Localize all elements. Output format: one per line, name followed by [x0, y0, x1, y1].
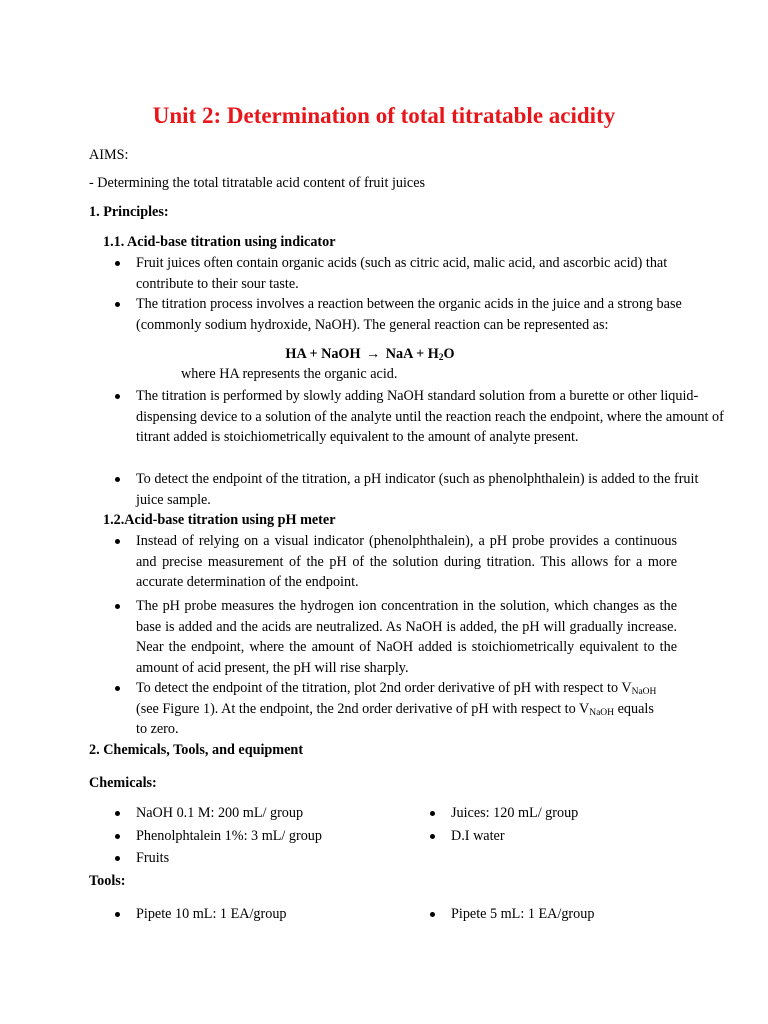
reaction-equation	[0, 344, 740, 365]
subsection-heading-indicator: 1.1. Acid-base titration using indicator	[103, 234, 336, 250]
aims-heading: AIMS:	[89, 147, 129, 163]
bullet-icon	[115, 604, 120, 609]
bullet-icon	[115, 912, 120, 917]
equation-note: where HA represents the organic acid.	[181, 366, 398, 382]
document-title: Unit 2: Determination of total titratable acidity	[152, 103, 616, 128]
tool-item: Pipete 10 mL: 1 EA/group	[136, 906, 287, 922]
arrow-right-icon: →	[366, 346, 381, 362]
bullet-text: The titration process involves a reaction between the organic acids in the juice and a strong base (commonly sodium hydroxide, NaOH). The general reaction can be represented as:	[136, 296, 682, 333]
bullet-text: To detect the endpoint of the titration, plot 2nd order derivative of pH with respect to $V_{NaOH}$ (see Figure 1). At the endpoint, the 2nd order derivative of pH with respect to $V_{NaOH}$ equals to zero.	[136, 680, 657, 737]
chemical-item: Phenolphtalein 1%: 3 mL/ group	[136, 828, 322, 844]
bullet-icon	[430, 811, 435, 816]
bullet-text: Instead of relying on a visual indicator (phenolphthalein), a pH probe provides a continuous and precise measurement of the pH of the solution during titration. This allows for a more accurate determination of the endpoint.	[136, 533, 677, 590]
bullet-icon	[115, 539, 120, 544]
bullet-icon	[430, 912, 435, 917]
equation-subscript: 2	[438, 353, 444, 363]
bullet-icon	[115, 302, 120, 307]
bullet-text: Fruit juices often contain organic acids (such as citric acid, malic acid, and ascorbic acid) that contribute to their sour taste.	[136, 255, 668, 292]
chemical-item: Juices: 120 mL/ group	[451, 805, 579, 821]
chemicals-heading: Chemicals:	[89, 775, 157, 791]
bullet-icon	[115, 686, 120, 691]
bullet-icon	[115, 477, 120, 482]
bullet-text: The pH probe measures the hydrogen ion concentration in the solution, which changes as the base is added and the acids are neutralized. As NaOH is added, the pH will gradually increase. Near the endpoint, where the amount of NaOH added is stoichiometrically equivalent to the amount of acid present, the pH will rise sharply.	[136, 598, 677, 676]
bullet-icon	[115, 834, 120, 839]
bullet-text: The titration is performed by slowly adding NaOH standard solution from a burette or other liquid-dispensing device to a solution of the analyte until the reaction reach the endpoint, where the amount of titrant added is stoichiometrically equivalent to the amount of analyte present.	[136, 388, 724, 445]
bullet-text: To detect the endpoint of the titration, a pH indicator (such as phenolphthalein) is added to the fruit juice sample.	[136, 471, 699, 508]
tool-item: Pipete 5 mL: 1 EA/group	[451, 906, 595, 922]
subsection-heading-ph-meter: 1.2.Acid-base titration using pH meter	[103, 512, 336, 528]
bullet-icon	[115, 856, 120, 861]
tools-heading: Tools:	[89, 873, 126, 889]
equation-products: NaA + H	[385, 346, 439, 362]
bullet-icon	[115, 394, 120, 399]
chemical-item: D.I water	[451, 828, 505, 844]
bullet-icon	[115, 261, 120, 266]
bullet-icon	[430, 834, 435, 839]
chemical-item: NaOH 0.1 M: 200 mL/ group	[136, 805, 304, 821]
bullet-icon	[115, 811, 120, 816]
aims-item: - Determining the total titratable acid content of fruit juices	[89, 175, 426, 191]
equation-reactants: HA + NaOH	[285, 346, 361, 362]
section-heading-principles: 1. Principles:	[89, 204, 169, 220]
equation-products-end: O	[443, 346, 455, 362]
section-heading-chemicals-tools: 2. Chemicals, Tools, and equipment	[89, 742, 304, 758]
chemical-item: Fruits	[136, 850, 170, 866]
